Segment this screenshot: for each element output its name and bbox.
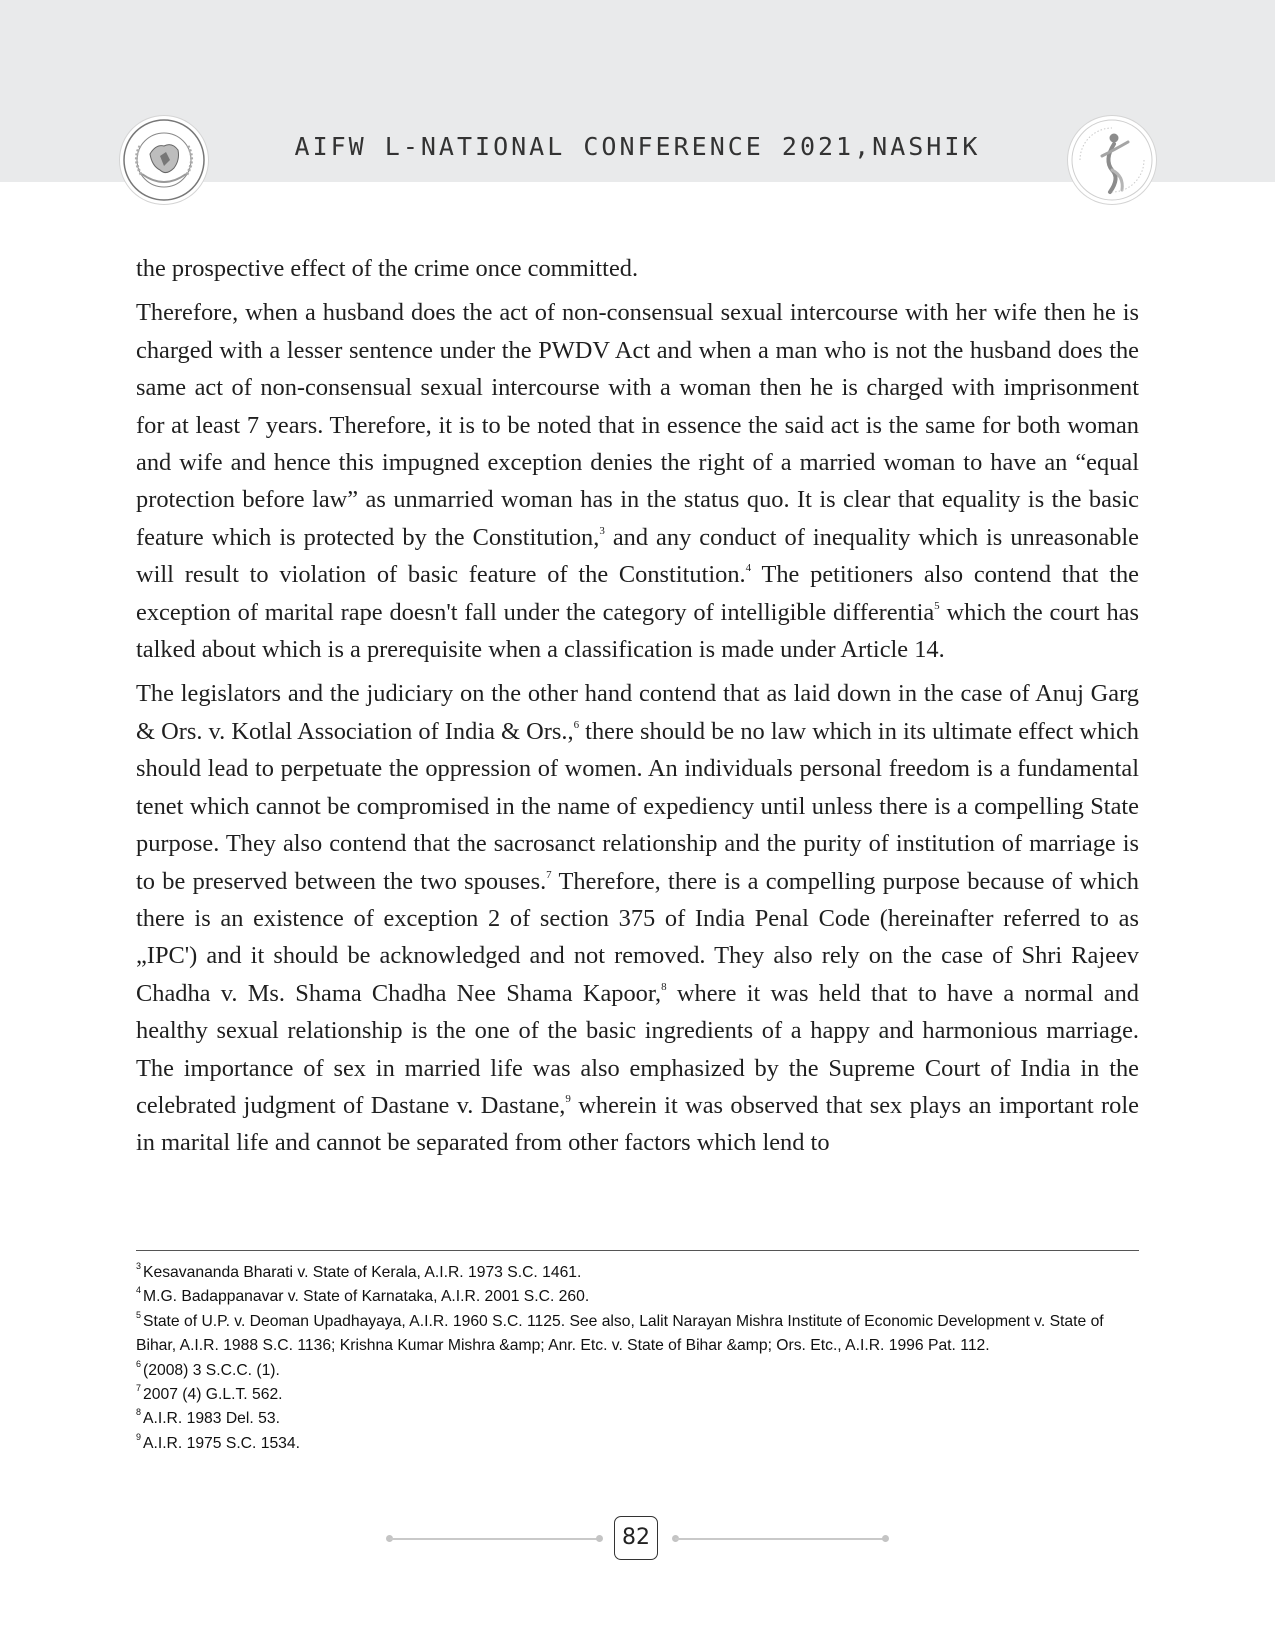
- footnote-ref[interactable]: 9: [565, 1092, 571, 1105]
- footnote-ref[interactable]: 5: [934, 599, 940, 612]
- footnote: $^7$ 2007 (4) G.L.T. 562.: [136, 1383, 283, 1404]
- footnote: $^8$ A.I.R. 1983 Del. 53.: [136, 1407, 280, 1428]
- conference-title: AIFW L-NATIONAL CONFERENCE 2021,NASHIK: [294, 132, 981, 161]
- body-text: [136, 250, 1139, 1169]
- page-footer: [0, 1514, 1275, 1564]
- strong-woman-icon: [1068, 116, 1156, 204]
- footnote-ref[interactable]: 4: [745, 562, 752, 575]
- paragraph: Therefore, when a husband does the act of non-consensual sexual intercourse with her wife then he is charged with a lesser sentence under the PWDV Act and when a man who is not the husband does the same act of non-consensual sexual intercourse with a woman then he is charged with imprisonment for at least 7 years. Therefore, it is to be noted that in essence the said act is the same for both woman and wife and hence this impugned exception denies the right of a married woman to have an “equal protection before law” as unmarried woman has in the status quo. It is clear that equality is the basic feature which is protected by the Constitution,$^3$ and any conduct of inequality which is unreasonable will result to violation of basic feature of the Constitution.$^4$ The petitioners also contend that the exception of marital rape doesn't fall under the category of intelligible differentia$^5$ which the court has talked about which is a prerequisite when a classification is made under Article 14.: [136, 299, 1139, 664]
- page-number: 82: [614, 1516, 658, 1560]
- footnote-ref[interactable]: 8: [661, 980, 667, 993]
- paragraph: The legislators and the judiciary on the other hand contend that as laid down in the case of Anuj Garg & Ors. v. Kotlal Association of India & Ors.,$^6$ there should be no law which in its ultimate effect which should lead to perpetuate the oppression of women. An individuals personal freedom is a fundamental tenet which cannot be compromised in the name of expediency until unless there is a compelling State purpose. They also contend that the sacrosanct relationship and the purity of institution of marriage is to be preserved between the two spouses.$^7$ Therefore, there is a compelling purpose because of which there is an existence of exception 2 of section 375 of India Penal Code (hereinafter referred to as „IPC') and it should be acknowledged and not removed. They also rely on the case of Shri Rajeev Chadha v. Ms. Shama Chadha Nee Shama Kapoor,$^8$ where it was held that to have a normal and healthy sexual relationship is the one of the basic ingredients of a happy and harmonious marriage. The importance of sex in married life was also emphasized by the Supreme Court of India in the celebrated judgment of Dastane v. Dastane,$^9$ wherein it was observed that sex plays an important role in marital life and cannot be separated from other factors which lend to: [136, 680, 1139, 1157]
- footnote-ref[interactable]: 6: [573, 718, 580, 731]
- footnote-ref[interactable]: 7: [546, 868, 552, 881]
- footnote-divider: [136, 1250, 1139, 1251]
- paragraph: the prospective effect of the crime once committed.: [136, 255, 639, 282]
- footer-rule-left: [390, 1538, 600, 1540]
- footnote: $^5$ State of U.P. v. Deoman Upadhayaya, A.I.R. 1960 S.C. 1125. See also, Lalit Narayan Mishra Institute of Economic Development v. State of Bihar, A.I.R. 1988 S.C. 1136; Krishna Kumar Mishra &amp; Anr. Etc. v. State of Bihar &amp; Ors. Etc., A.I.R. 1996 Pat. 112.: [136, 1309, 1104, 1355]
- footnote: $^9$ A.I.R. 1975 S.C. 1534.: [136, 1431, 300, 1452]
- ornament-dot: [596, 1535, 603, 1542]
- footnotes: [136, 1261, 1136, 1456]
- footnote: $^3$ Kesavananda Bharati v. State of Kerala, A.I.R. 1973 S.C. 1461.: [136, 1261, 582, 1281]
- footer-rule-right: [675, 1538, 885, 1540]
- ornament-dot: [882, 1535, 889, 1542]
- footnote: $^4$ M.G. Badappanavar v. State of Karnataka, A.I.R. 2001 S.C. 260.: [136, 1285, 590, 1306]
- footnote-ref[interactable]: 3: [599, 524, 605, 537]
- footnote: $^6$ (2008) 3 S.C.C. (1).: [136, 1358, 280, 1379]
- strong-woman-logo: [1068, 116, 1156, 204]
